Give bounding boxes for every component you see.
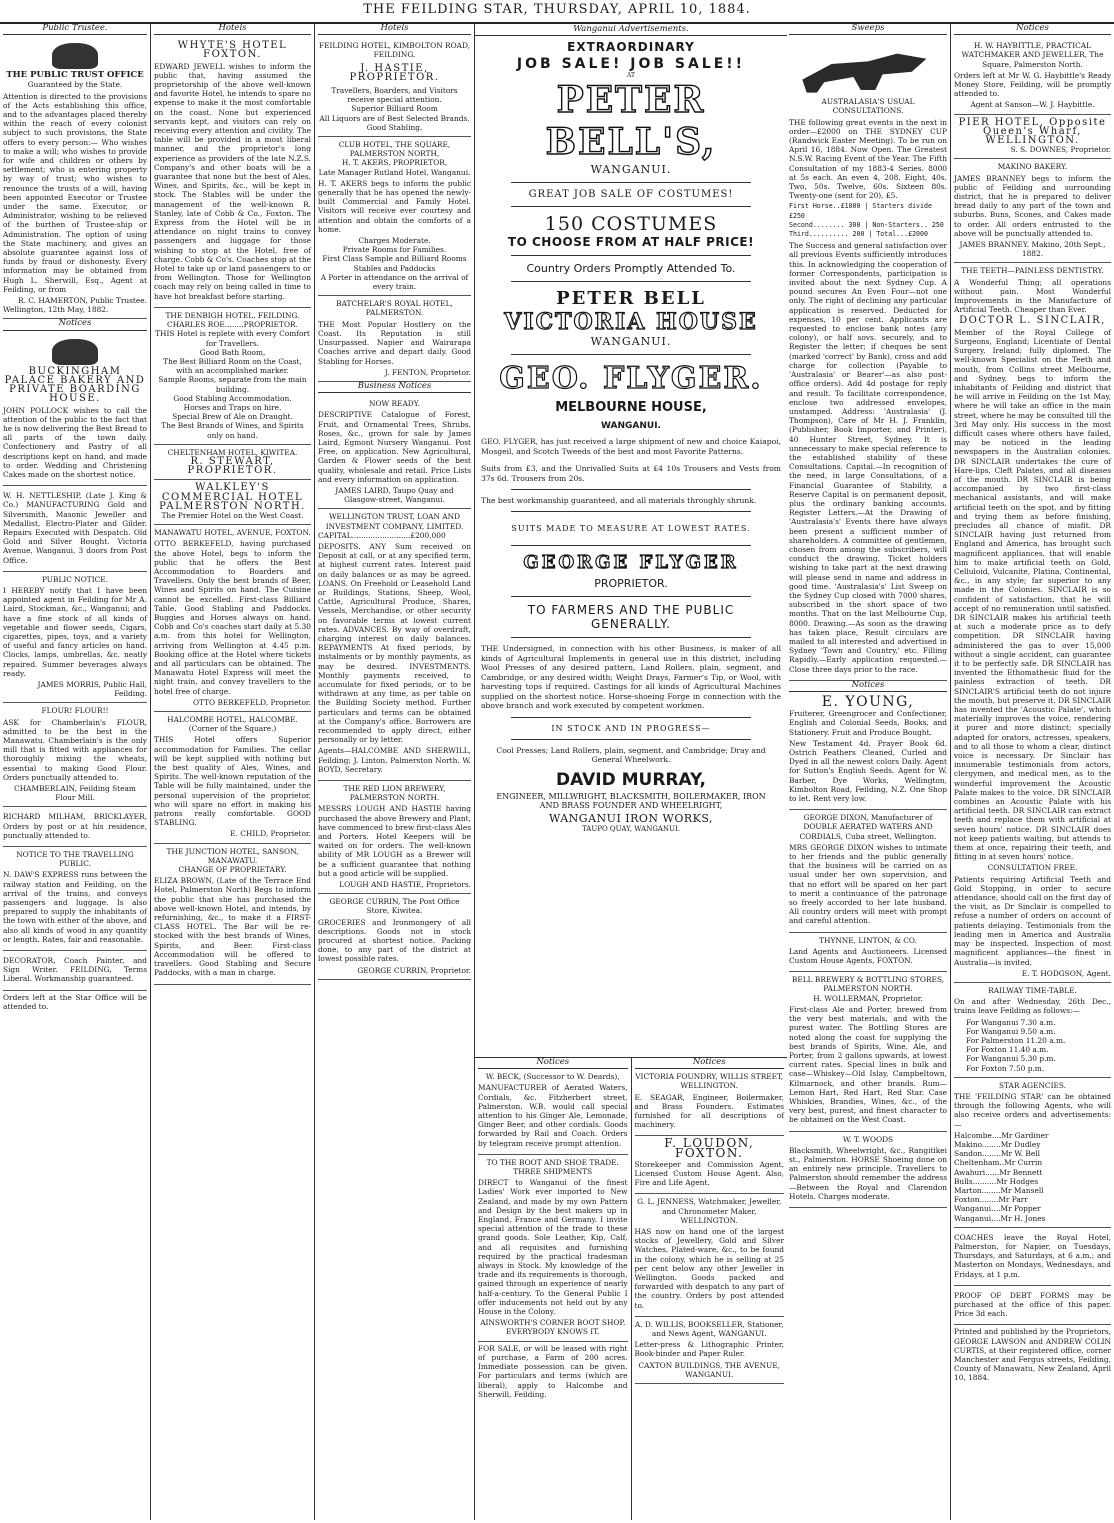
public-trust-ad [3,38,147,319]
farm-sale-ad: FOR SALE, or will be leased with right of purchase, a Farm of 200 acres. Immediate possession can be given. For particulars and terms (which are liberal), apply to Halcombe and Sherwill, Feilding. [478,1343,628,1399]
ad-brand: DOCTOR L. SINCLAIR, [959,315,1106,327]
brewery-ad [318,781,471,894]
bookseller-ad [635,1317,785,1384]
train-row: For Palmerston 11.20 a.m. [966,1035,1066,1045]
ad-title: NOW READY. [369,399,420,409]
column-heading: Wanganui Advertisements. [475,24,787,36]
storekeeper-ad [635,1136,785,1194]
watchmaker-haybittle-ad [954,38,1111,114]
public-notice-ad [3,572,147,704]
divider [511,717,751,718]
column-public-trustee [0,24,150,1520]
boot-trade-ad [478,1155,628,1342]
ad-place: TAUPO QUAY, WANGANUI. [582,824,680,833]
ad-body: Blacksmith, Wheelwright, &c., Rangitikei st., Palmerston. HORSE Shoeing done on an entirely new principle. Travellers to Palmerston should remember the address—Between the Royal and Clarendon Hotels. Charges moderate. [789,1145,947,1201]
ad-body: THE 'FEILDING STAR' can be obtained through the following Agents, who will also receive orders and advertisements:— [954,1091,1111,1129]
sub-column-left [475,1058,631,1520]
column-notices [950,24,1114,1520]
ad-headline: TO CHOOSE FROM AT HALF PRICE! [507,235,755,249]
section-heading: Notices [789,681,947,692]
ad-title: VICTORIA FOUNDRY, WILLIS STREET, WELLINGTON. [635,1072,784,1091]
ad-brand: DAVID MURRAY, [555,769,706,790]
ad-line: AT [626,72,635,79]
train-row: For Wanganui 5.30 p.m. [966,1054,1056,1064]
ad-title: THE JUNCTION HOTEL, SANSON, MANAWATU. [166,846,299,865]
sub-column-right [631,1058,788,1520]
section-heading: Business Notices [318,382,471,393]
flour-ad [3,703,147,807]
ad-subtitle: A Wonderful Thing; all operations without pain. Most Wonderful Improvements in the Manufacture of Artificial Teeth. Cheaper than Ever. [954,277,1111,315]
ad-line: Travellers, Boarders, and Visitors receive special attention. [331,86,458,105]
ad-body: Cool Presses; Land Rollers, plain, segment, and Cambridge; Dray and General Wheelwork. [496,745,766,764]
ad-signature: GEORGE CURRIN, Proprietor. [357,965,471,975]
ad-title: THE RED LION BREWERY, PALMERSTON NORTH. [343,784,446,803]
ad-brand: PETER BELL'S, [545,79,717,163]
bricklayer-ad [3,807,147,847]
coaches-ad [954,1228,1111,1286]
ad-title: F. LOUDON, FOXTON. [664,1136,755,1160]
ad-proprietor: J. HASTIE, PROPRIETOR. [349,62,440,83]
ad-title: WHYTE'S HOTEL FOXTON. [177,40,288,61]
ad-subtitle: Guaranteed by the State. [27,80,123,90]
feilding-hotel-ad [318,38,471,137]
sweep-ad [789,38,947,681]
ad-body: THE following great events in the next in order—£2000 on THE SYDNEY CUP (Randwick Easter Meeting). To be run on April 16, 1884. Now Open. The Greatest N.S.W. Racing Event of the Year. The Fifth Consultation of my 1883-4 Series. 8000 at 5s each. An even 4, 208. Eight, 40s. Two, 50s. Twelve, 60s. Sixteen 80s. Twenty-one (sent for 20), £5. [789,117,947,201]
ad-body: MESSRS LOUGH AND HASTIE having purchased the above Brewery and Plant, have commenced to brew first-class Ales and Porters. Hotel Keepers will be waited on for orders. The well-known ability of MR LOUGH as a Brewer will be a sufficient guarantee that nothing but a good article will be supplied. [318,804,471,878]
ad-line: Superior Billiard Room [351,104,438,114]
ad-place: WANGANUI. [590,163,672,176]
ad-title: WALKLEY'S COMMERCIAL HOTEL PALMERSTON NORTH. [159,482,306,512]
column-wanganui [474,24,787,1520]
ad-line: Good Bath Room, [199,347,266,357]
ad-body: DESCRIPTIVE Catalogue of Forest, Fruit, and Ornamental Trees, Shrubs, Roses, &c., grown for sale by James Laird, Egmont Nursery Wanganui. Post Free, on application. New Agricultural, Garden & Flower seeds of the best quality, wholesale and retail. Price Lists and every information on application. [318,410,471,484]
bakery-ad [3,334,147,486]
ad-headline: 150 COSTUMES [544,213,718,235]
ad-line: The Best Billiard Room on the Coast, with an accomplished marker. [163,356,302,376]
ad-proprietor: H. T. AKERS, PROPRIETOR, [341,158,448,168]
ad-body: GEO. FLYGER, has just received a large shipment of new and choice Kaiapoi, Mosgeil, and Scotch Tweeds of the best and most Favorite Patterns. [481,437,781,456]
ad-body: Attention is directed to the provisions of the Acts establishing this office, and to the advantages placed thereby within the reach of every colonist subject to such provisions, the State offers to every person:— Who wishes to make a will; who wishes to provide for wife and children or others by settlement; who is entering property by way of trust; who wishes to renounce the trusts of a will, having been appointed Executor or Trustee under the same. Executor, or Administrator, wishing to be relieved of the burthen of Trustee-ship or Administration. The option of using the State machinery, and gives an absolute guarantee against loss of funds by fraud or dishonesty. Every information may be obtained from Hugh L. Sherwill, Esq., Agent at Feilding, or from [3,91,147,294]
ad-title: G. L. JENNESS, Watchmaker, Jeweller, and Chronometer Maker, WELLINGTON. [637,1197,782,1225]
nettleship-ad [3,486,147,572]
ad-proprietor: CHARLES ROE........PROPRIETOR. [167,320,298,330]
ad-place: WANGANUI. [590,335,672,348]
ad-address: CAXTON BUILDINGS, THE AVENUE, WANGANUI. [638,1360,781,1379]
ad-title: PUBLIC NOTICE. [41,574,109,584]
ad-title: MANAWATU HOTEL, AVENUE, FOXTON. [154,528,311,538]
ad-signature: CHAMBERLAIN, Feilding Steam Flour Mill. [14,784,136,803]
column-sweeps [786,24,950,1520]
ad-title: EXTRAORDINARY [567,40,695,54]
divider [511,354,751,355]
ad-signature: R. C. HAMERTON, Public Trustee. [18,296,147,306]
railway-timetable [954,983,1111,1078]
imprint: Printed and published by the Proprietors, GEORGE LAWSON and ANDREW COLIN CURTIS, at their registered office, corner Manchester and Fergus streets, Feilding, County of Manawatu, New Zealand, April 10, 1884. [954,1327,1111,1383]
ad-body: Patients requiring Artificial Teeth and Gold Stopping, in order to secure attendance, should call on the first day of the visit, as Dr Sinclair is compelled to refuse a number of orders on account of patients delaying. Testimonials from the leading men in America and Australia may be inspected. Inspection of most magnificent appliances—the finest in Australia—is invited. [954,874,1111,967]
ad-body: New Testament 4d, Prayer Book 6d. Ostrich Feathers Cleaned, Curled and Dyed in all the newest colors Daily. Agent for Sutton's English Seeds. Agent for W. Barber, Dye Works, Wellington, Kimbolton Road, Feilding, N.Z. One Shop to let. Rent very low. [789,738,947,804]
ad-signature: JAMES LAIRD, Taupo Quay and Glasgow-street, Wanganui. [335,485,454,505]
ad-title: FEILDING HOTEL, KIMBOLTON ROAD, FEILDING. [318,41,471,60]
ad-body: The Success and general satisfaction over all previous Events sufficiently introduces this. In acknowledging the cooperation of former Correspondents, participation is invited about the next Sydney Cup. A pound secures An Even Four—not one only. The right of declining any particular application is reserved. Deducted for expenses, 10 per cent. Applicants are requested to enclose bank notes (any colony), or half sovs. securely, and to Register the letter; if cheques be sent (marked 'correct' by Bank), cross and add charge for collection (Payable to 'Australasia' or Bearer'—as also post-office orders). Add 4d postage for reply and result. To facilitate correspondence, enclose two addressed envelopes, unstamped. Address: 'Australasia' (J. Thompson), Care of Mr H. J. Franklin, (Publisher, Book Importer, and Printer), 40 Hunter Street, Sydney. It is unnecessary to make special reference to the established stability of these Consultations. Capital.—In recognition of the need, in large Consultations, of a Financial Guarantee of Stability, a Reserve Capital is on permanent deposit, plus the ordinary banking accounts. Register Letters.—At the Drawing of 'Australasia's' Events there have always been present a sufficient number of shareholders. A committee of gentlemen, chosen from among the subscribers, will conduct the drawing. Ticket holders wishing to take part at the next drawing will please send in name and address in good time. 'Australasia's' List Sweep on the Sydney Cup closed with 7000 shares, subscribed in the short space of two months. That on the last Melbourne Cup, 8000. Drawing.—As soon as the drawing has taken place, Result circulars are mailed to all interested and advertised in Sydney 'Town and Country,' etc. Filling Rapidly.—Early application requested.—Close three days prior to the race. [789,241,947,674]
denbigh-hotel-ad [154,308,311,445]
ad-body: Member of the Royal College of Surgeons, England; Licentiate of Dental Surgery, Ireland; fully diplomed. The well-known Specialist on the Teeth and mouth, from Collins street Melbourne, and Sydney, begs to inform the inhabitants of Feilding and district that he will arrive in Feilding on the 1st May, where he will take an office in the main street, where he may be consulted till the 3rd May only. His success in the most difficult cases where others have failed, may be noticed in the leading newspapers in the Australian colonies. DR SINCLAIR undertakes the cure of Hare-lips, Cleft Palates, and all diseases of the mouth. DR SINCLAIR is being accompanied by two first-class mechanical assistants, and will make artificial teeth on the spot, and by fitting and trying them as before finishing, precludes all chance of misfit. DR SINCLAIR having just returned from England and America, has brought such magnificent appliances, that will enable him to make artificial teeth on Gold, Celluloid, Vulcanite, Platina, Continental, &c., in any style; far superior to any made in the Colonies. SINCLAIR is so confident of satisfaction, that he will accept of no remuneration until satisfied. DR SINCLAIR makes his artificial teeth at such a moderate price as to defy competition. DR SINCLAIR having administered the gas to over 15,000 without a single accident, can guarantee it to be perfectly safe. DR SINCLAIR has invented the Ethomathesic fluid for the painless extraction of teeth. DR SINCLAIR'S artificial teeth do not injure the mouth, but preserve it. DR SINCLAIR has invented the 'Acoustic Palate', which materially improves the voice, rendering it purer and more distinct; specially adapted for orators, actresses, speakers, and to all those to whom a clear, distinct voice is necessary. Dr Sinclair has innumerable testimonials from actors, clergymen, and medical men, as to the wonderful improvement the Acoustic Palate makes to the voice. DR SINCLAIR combines an Acoustic Palate with his artificial teeth. DR SINCLAIR can extract teeth and replace them with artificial at seven hours' notice. DR SINCLAIR does not keep patients waiting, but attends to them at once, repairing their teeth, and fitting in at seven hours' notice. [954,327,1111,862]
express-ad [3,847,147,951]
ad-body: DECORATOR, Coach Painter, and Sign Writer. FEILDING, Terms Liberal. Workmanship guaranteed. [3,956,147,984]
ad-body: N. DAW'S EXPRESS runs between the railway station and Feilding, on the arrival of the trains, and conveys passengers and luggage. Is also prepared to supply the inhabitants of the town with either of the above, and also all kinds of wood in any quantity or length. Rates, fair and reasonable. [3,870,147,944]
ad-title: GEORGE DIXON, Manufacturer of DOUBLE AERATED WATERS AND CORDIALS, Cuba street, Wellington. [799,813,937,841]
divider [511,182,751,183]
ad-title: JOB SALE! JOB SALE!! [516,56,746,72]
ad-brand: MELBOURNE HOUSE, [555,400,707,415]
agent-row: Wanganui....Mr Popper [954,1204,1041,1214]
ad-title: AUSTRALASIA'S USUAL CONSULTATIONS. [821,97,915,116]
junction-hotel-ad [154,844,311,985]
column-heading: Notices [954,24,1111,35]
agent-row: Makino........Mr Dudley [954,1139,1041,1149]
ad-line: GREAT JOB SALE OF COSTUMES! [528,189,734,200]
ad-signature: JAMES MORRIS, Public Hall, Feilding. [37,679,147,699]
divider [511,281,751,282]
agent-row: Sandon........Mr W. Bell [954,1149,1040,1159]
ad-body: JOHN POLLOCK wishes to call the attention of the public to the fact that he is now delivering the Best Bread to all parts of the town daily. Confectionery and Pastry of all descriptions kept on hand, and made to order. Wedding and Christening Cakes made on the shortest notice. [3,405,147,479]
ad-title: HALCOMBE HOTEL, HALCOMBE. (Corner of the Square.) [167,715,298,734]
decorator-ad [3,951,147,991]
walkleys-hotel-ad [154,480,311,525]
debt-forms-ad [954,1286,1111,1326]
ad-line: SUITS MADE TO MEASURE AT LOWEST RATES. [511,524,751,533]
club-hotel-ad [318,137,471,296]
ad-signature: AINSWORTH'S CORNER BOOT SHOP. EVERYBODY KNOWS IT. [480,1318,626,1337]
ad-body: Storekeeper and Commission Agent, Licensed Custom House Agent. Also, Fire and Life Agent. [634,1159,784,1188]
ad-title: THE PUBLIC TRUST OFFICE [6,70,144,81]
ad-signature: E. CHILD, Proprietor. [230,829,311,839]
ad-subtitle: CHANGE OF PROPRIETARY. [178,865,287,875]
ad-body: First-class Ale and Porter, brewed from the very best materials, and with the purest water. The Bottling Stores are noted along the coast for supplying the best brands of Spirits, Wine, Ale, and Porter, from 2 gallons upwards, at lowest current rates. Special lines in bulk and case—Whiskey—Old Islay, Campbeltown, Kilmarnock, and other brands. Rum—Lemon Hart, Red Hart, Red Star. Case Whiskies, Brandies, Wines, &c., of the very best, purest, and finest character to be obtained on the West Coast. [789,1004,947,1125]
ad-body: E. SEAGAR, Engineer, Boilermaker, and Brass Founders. Estimates furnished for all descriptions of machinery. [634,1092,784,1130]
ad-body: OTTO BERKEFELD, having purchased the above Hotel, begs to inform the public that he offers the Best Accommodation to Boarders and Travellers. Only the best brands of Beer, Wines and Spirits on hand. The Cuisine cannot be excelled. First-class Billiard Table. Good Stabling and Paddocks. Buggies and Horses always on hand. Cobb and Co's coaches start daily at 5.30 a.m. from this hotel for Wellington, arriving from Wellington at 4.45 p.m. Booking office at the Hotel where tickets and all particulars can be obtained. The Manawatu Hotel Express will meet the night train, and convey travellers to the hotel free of charge. [154,539,311,696]
divider [511,489,751,490]
ad-headline: TO FARMERS AND THE PUBLIC GENERALLY. [527,603,735,631]
ad-subtitle: Late Manager Rutland Hotel, Wanganui. [318,167,471,177]
ad-body: THIS Hotel offers Superior accommodation for Families. The cellar will be kept supplied with nothing but the best quality of Ales, Wines, and Spirits. The well-known reputation of the Table will be fully maintained, under the personal supervision of the proprietor, who will spare no effort in making his patrons really comfortable. GOOD STABLING. [154,735,311,828]
ad-proprietor: R. STEWART, PROPRIETOR. [187,455,278,477]
ad-line: A Porter in attendance on the arrival of every train. [320,272,469,292]
ad-signature: JAMES BRANNEY. Makino, 20th Sept., 1882. [959,240,1106,259]
prize-row: Third.......... 200 | Total...£2000 [789,230,928,239]
prize-row: First Horse..£1000 | Starters divide £250 [789,202,932,220]
ad-line: Private Rooms for Families. [342,245,447,255]
ad-title: PIER HOTEL, Opposite Queen's Wharf, WELLINGTON. [958,116,1107,147]
cheltenham-hotel-ad [154,445,311,481]
ad-subtitle: The Premier Hotel on the West Coast. [161,510,304,520]
ad-body: EDWARD JEWELL wishes to inform the public that, having assumed the proprietorship of the above well-known and favorite Hotel, he intends to spare no expense to make it the most comfortable on the coast. None but experienced servants kept, and visitors can rely on receiving every attention and civility. The table will be provided in a most liberal manner, and the proprietor's long experience as providers of the late N.Z.S. Company's and other boats will be a guarantee that none but the best of Ales, Wines, and Spirits, &c., will be kept in stock. The Stables will be under the management of the well-known R. Stanley, late of Cobb & Co., Foxton. The Express from the Hotel will be in attendance on night trains to convey passengers and luggage for those wishing to stop at the Hotel, free of charge. Cobb & Co's. Coaches stop at the Hotel to take up or land passengers to or from Wellington. Those for Wellington coach may rely on being called in time to have hot breakfast before starting. [154,61,311,301]
ad-title: STAR AGENCIES. [998,1080,1067,1090]
agent-row: Wanganui....Mr H. Jones [954,1213,1046,1223]
ad-signature: LOUGH AND HASTIE, Proprietors. [339,880,471,890]
ad-body: H. T. AKERS begs to inform the public generally that he has opened the newly-built Commercial and Family Hotel. Visitors will receive ever courtesy and attention and obtain the comforts of a home. [318,178,471,234]
divider [511,545,751,546]
ad-signature: E. T. HODGSON, Agent. [1021,968,1111,978]
ad-body: PROOF OF DEBT FORMS may be purchased at the office of this paper. Price 3d each. [954,1290,1111,1319]
ad-signature: OTTO BERKEFELD, Proprietor. [192,697,311,707]
bell-brewery-ad [789,972,947,1131]
star-agencies [954,1078,1111,1228]
train-row: For Wanganui 9.50 a.m. [966,1026,1056,1036]
masthead: THE FEILDING STAR, THURSDAY, APRIL 10, 1884. [0,0,1114,24]
ad-line: Charges Moderate. [358,236,431,246]
ad-body: ELIZA BROWN, (Late of the Terrace End Hotel, Palmerston North) Begs to inform the public that she has purchased the above well-known Hotel, and intends, by refurnishing, &c., to make it a FIRST-CLASS HOTEL. The Bar will be re-stocked with the best brands of Wines, Spirits, and Beer. First-class Accommodation will be offered to travellers. Good Stabling and Secure Paddocks, with a man in charge. [154,876,311,978]
ad-line: IN STOCK AND IN PROGRESS— [551,723,711,733]
train-row: For Wanganui 7.30 a.m. [966,1017,1056,1027]
ad-line: Good Stabling. [366,122,423,132]
ad-title: BUCKINGHAM PALACE BAKERY AND PRIVATE BOARDING HOUSE. [4,365,146,405]
blacksmith-ad [789,1132,947,1208]
land-agents-ad [789,933,947,973]
pier-hotel-ad [954,115,1111,160]
ad-line: The Best Brands of Wines, and Spirits only on hand. [161,421,304,440]
ad-title: H. W. HAYBITTLE, PRACTICAL WATCHMAKER AND JEWELLER, The Square, Palmerston North. [961,41,1104,69]
column-heading: Hotels [154,24,311,35]
ad-capital: CAPITAL.........................£200,000 [318,530,446,540]
ad-proprietor: S. S. DOWNES, Proprietor. [1010,145,1111,155]
ad-title: CLUB HOTEL, THE SQUARE, PALMERSTON NORTH, [338,140,451,159]
royal-hotel-ad [318,296,471,382]
section-heading: Notices [3,319,147,330]
star-office-note: Orders left at the Star Office will be attended to. [3,992,147,1011]
makino-bakery-ad [954,159,1111,263]
ad-agents: Agents—HALCOMBE AND SHERWILL, Feilding; J. Linton, Palmerston North. W. BOYD, Secretary. [318,746,471,774]
ad-body: DEPOSITS. ANY Sum received on Deposit at call, or at any specified term, at highest current rates. Interest paid on daily balances or as may be agreed. LOANS. On Freehold or Leasehold Land or Buildings, Stations, Sheep, Wool, Cattle, Agricultural Produce, Shares, Vessels, Merchandise, or other security on favorable terms at lowest current rates. ADVANCES. By way of overdraft, charging interest on daily balances. REPAYMENTS At fixed periods, by instalments or by monthly payments, as may be desired. INVESTMENTS. Monthly payments received, to accumulate for fixed periods, or to be withdrawn at any time, as per table on the Building Society method. Further particulars and terms can be obtained at the Company's office. Borrowers are recommended to apply direct, either personally or by letter. [318,541,471,745]
ad-proprietor: H. WOLLERMAN, Proprietor. [813,993,923,1003]
ad-title: WELLINGTON TRUST, LOAN AND INVESTMENT COMPANY, LIMITED. [325,512,464,531]
manawatu-hotel-ad [154,525,311,712]
ad-line: Good Stabling Accommodation. [173,393,292,403]
ad-body: MANUFACTURER of Aerated Waters, Cordials, &c. Fitzherbert street, Palmerston. W.B. would call special attention to his Ginger Ale, Lemonade, Ginger Beer, and other cordials. Goods forwarded by Rail and Coach. Orders by telegram receive prompt attention. [478,1083,628,1148]
foundry-ad [635,1069,785,1136]
ad-title: CONSULTATION FREE. [987,863,1078,873]
agent-row: Foxton........Mr Parr [954,1195,1028,1205]
ad-body: Letter-press & Lithographic Printer, Book-binder and Paper Ruler. [634,1340,784,1359]
ad-place: WANGANUI. [601,421,661,431]
divider [511,596,751,597]
ad-title: CHELTENHAM HOTEL, KIWITEA. [167,447,298,457]
halcombe-hotel-ad [154,712,311,844]
column-heading: Hotels [318,24,471,35]
divider [511,637,751,638]
ad-subtitle: THREE SHIPMENTS [513,1167,593,1177]
ad-brand: GEORGE FLYGER [523,552,739,573]
store-ad [318,894,471,980]
whytes-hotel-ad [154,38,311,308]
watchmaker-ad [635,1194,785,1316]
ad-signature: J. FENTON, Proprietor. [384,367,471,377]
dentistry-ad [954,263,1111,982]
ad-brand: GEO. FLYGER. [499,361,763,396]
agent-row: Awahuri......Mr Bennett [954,1167,1043,1177]
column-hotels-2 [314,24,474,1520]
train-row: For Foxton 11.40 a.m. [966,1045,1049,1055]
ad-body: THE Undersigned, in connection with his other Business, is maker of all kinds of Agricultural Implements in general use in this district, including Wool Presses of any desired pattern, Land Rollers, plain, segment, and Cambridge, or any desired width; Weight Drays, Farmer's Tip, or Wool, with harvesting tops if required. Castings for all kinds of Agricultural Machines supplied on the shortest notice. Horse-shoeing Forge in connection with the above branch and work executed by competent workmen. [481,644,781,710]
ad-body: The best workmanship guaranteed, and all materials throughly shrunk. [481,496,757,505]
ad-title: THE DENBIGH HOTEL, FEILDING. [165,310,300,320]
ad-line: Country Orders Promptly Attended To. [526,262,736,275]
ad-line: PROPRIETOR. [594,577,668,590]
ad-line: ENGINEER, MILLWRIGHT, BLACKSMITH, BOILERMAKER, IRON AND BRASS FOUNDER AND WHEELRIGHT, [496,791,766,810]
column-heading: Public Trustee. [3,24,147,35]
coat-of-arms-icon [52,339,98,365]
ad-body: Orders left at Mr W. G. Haybittle's Ready Money Store, Feilding, will be promptly attended to. [954,70,1111,99]
ad-title: BATCHELAR'S ROYAL HOTEL, PALMERSTON. [336,299,453,318]
column-hotels-1 [150,24,314,1520]
divider [511,255,751,256]
ad-title: E. YOUNG, [821,694,915,710]
ad-line: Sample Rooms, separate from the main building. [158,375,307,394]
ad-title: BELL BREWERY & BOTTLING STORES, PALMERSTON NORTH. [791,975,945,994]
ad-body: DIRECT to Wanganui of the finest Ladies' Work ever imported to New Zealand, and made by my own Pattern and Design by the best makers up in England, France and Germany. I invite special attention of the trade to these grand goods. Sole Leather, Kip, Calf, and all requisites and furnishing required by the practical tradesman always in Stock. My knowledge of the trade and its requirements is thorough, gained through an experience of nearly half-a-century. To the General Public I offer inducements not held out by any House in the Colony. [478,1178,628,1317]
column-heading: Notices [478,1058,628,1069]
ad-title: W. T. WOODS [842,1134,894,1144]
ad-body: HAS now on hand one of the largest stocks of Jewellery, Gold and Silver Watches, Plated-ware, &c., to be found in the colony, which he is selling at 25 per cent below any other Jeweller in Wellington. Goods packed and forwarded with despatch to any part of the country. Orders by post attended to. [634,1227,784,1310]
ad-body: COACHES leave the Royal Hotel, Palmerston, for Napier, on Tuesdays, Thursdays, and Saturdays, at 6 a.m.; and Masterton on Mondays, Wednesdays, and Fridays, at 1 p.m. [954,1232,1111,1279]
train-row: For Foxton 7.50 p.m. [966,1063,1045,1073]
agent-row: Cheltenham..Mr Currin [954,1158,1043,1168]
wanganui-main-ad [475,36,787,1058]
aerated-water-ad [478,1069,628,1155]
ad-title: RAILWAY TIME-TABLE. [988,985,1077,995]
racehorse-icon [795,43,941,95]
ad-title: NOTICE TO THE TRAVELLING PUBLIC. [16,850,134,869]
agent-row: Bulls..........Mr Hodges [954,1176,1039,1186]
ad-title: MAKINO BAKERY. [997,162,1068,172]
ad-line: Special Brew of Ale on Draught. [172,412,293,422]
ad-body: GROCERIES and Ironmongery of all descriptions. Goods not in stock procured at shortest notice. Packing done, to any part of the district at lowest possible rates. [318,917,471,964]
agent-row: Halcombe....Mr Gardiner [954,1130,1049,1140]
ad-title: THE TEETH—PAINLESS DENTISTRY. [961,266,1104,276]
divider [511,511,751,512]
ad-title: GEORGE CURRIN, The Post Office Store, Kiwitea. [329,897,460,916]
prize-table [789,202,947,239]
ad-body: Fruiterer, Greengrocer and Confectioner, English and Colonial Seeds, Books, and Stationery. Fruit and Produce Bought. [789,709,947,737]
ad-body: W. H. NETTLESHIP, (Late J. King & Co.) MANUFACTURING Gold and Silversmith, Masonic Jeweller and Medallist, Electro-Plater and Gilder. Repairs Executed with Despatch. Old Gold and Silver Bought. Victoria Avenue, Wanganui, 3 doors from Post Office. [3,491,147,565]
ad-brand: WANGANUI IRON WORKS, [548,811,714,825]
ad-title: FLOUR! FLOUR!! [41,706,109,716]
divider [511,206,751,207]
ad-body: On and after Wednesday, 26th Dec., trains leave Feilding as follows:— [954,997,1111,1016]
fruiterer-ad [789,695,947,810]
ad-body: ASK for Chamberlain's FLOUR, admitted to be the best in the Manawatu. Chamberlain's is the only mill that is fitted with appliances for thoroughly mixing the wheats, essential to making Good Flour. Orders punctually attended to. [3,717,147,782]
agent-row: Marton........Mr Mansell [954,1185,1044,1195]
prize-row: Second........ 300 | Non-Starters.. 250 [789,220,944,229]
ad-body: THE Most Popular Hostlery on the Coast. Its Reputation is still Unsurpassed. Napier and Wairarapa Coaches arrive and depart daily. Good Stabling for Horses. [318,319,471,366]
column-heading: Sweeps [789,24,947,35]
trust-company-ad [318,509,471,781]
ad-agent: Agent at Sanson—W. J. Haybittle. [970,100,1095,110]
ad-body: JAMES BRANNEY begs to inform the public of Feilding and surrounding district, that he is prepared to deliver bread daily to any part of the town and suburbs. Buns, Scones, and Cakes made to order. All orders entrusted to the above will be punctually attended to. [954,173,1111,238]
ad-date: Wellington, 12th May, 1882. [3,305,109,315]
cordials-ad [789,810,947,932]
nursery-ad [318,396,471,509]
ad-line: Horses and Traps on hire. [183,402,282,412]
ad-brand: VICTORIA HOUSE [504,309,758,335]
ad-line: THIS Hotel is replete with every Comfort for Travellers. [155,329,310,348]
ad-body: MRS GEORGE DIXON wishes to intimate to her friends and the public generally that the business will be carried on as usual under her own supervision, and that no effort will be spared on her part to merit a continuance of the patronage so freely accorded to her late husband. All country orders will meet with prompt and careful attention. [789,842,947,926]
column-heading: Notices [635,1058,785,1069]
ad-line: First Class Sample and Billiard Rooms Stables and Paddocks [322,254,467,273]
ad-body: I HEREBY notify that I have been appointed agent in Feilding for Mr A. Laird, Stockman, &c., Wanganui; and have a fine stock of all kinds of vegetable and flower seeds, Cigars, cigarettes, pipes, toys, and a variety of useful and fancy articles on hand. Clocks, lamps, umbrellas, &c. neatly repaired. Summer beverages always ready. [3,585,147,678]
ad-title: W. BECK, (Successor to W. Deards), [485,1072,620,1082]
ad-title: THYNNE, LINTON, & CO. [819,935,917,945]
wanganui-sub-columns [475,1058,787,1520]
ad-title: TO THE BOOT AND SHOE TRADE. [486,1157,619,1167]
coat-of-arms-icon [52,43,98,69]
divider [511,739,751,740]
ad-body: Land Agents and Auctioneers. Licensed Custom House Agents, FOXTON. [789,946,947,966]
ad-title: A. D. WILLIS, BOOKSELLER, Stationer, and News Agent, WANGANUI. [634,1319,784,1339]
ad-body: Suits from £3, and the Unrivalled Suits at £4 10s Trousers and Vests from 37s 6d. Trousers from 20s. [481,464,781,483]
ad-line: All Liquors are of Best Selected Brands. [319,113,470,123]
ad-body: RICHARD MILHAM, BRICKLAYER, Orders by post or at his residence, punctually attended to. [3,812,147,840]
ad-brand: PETER BELL [556,288,706,309]
